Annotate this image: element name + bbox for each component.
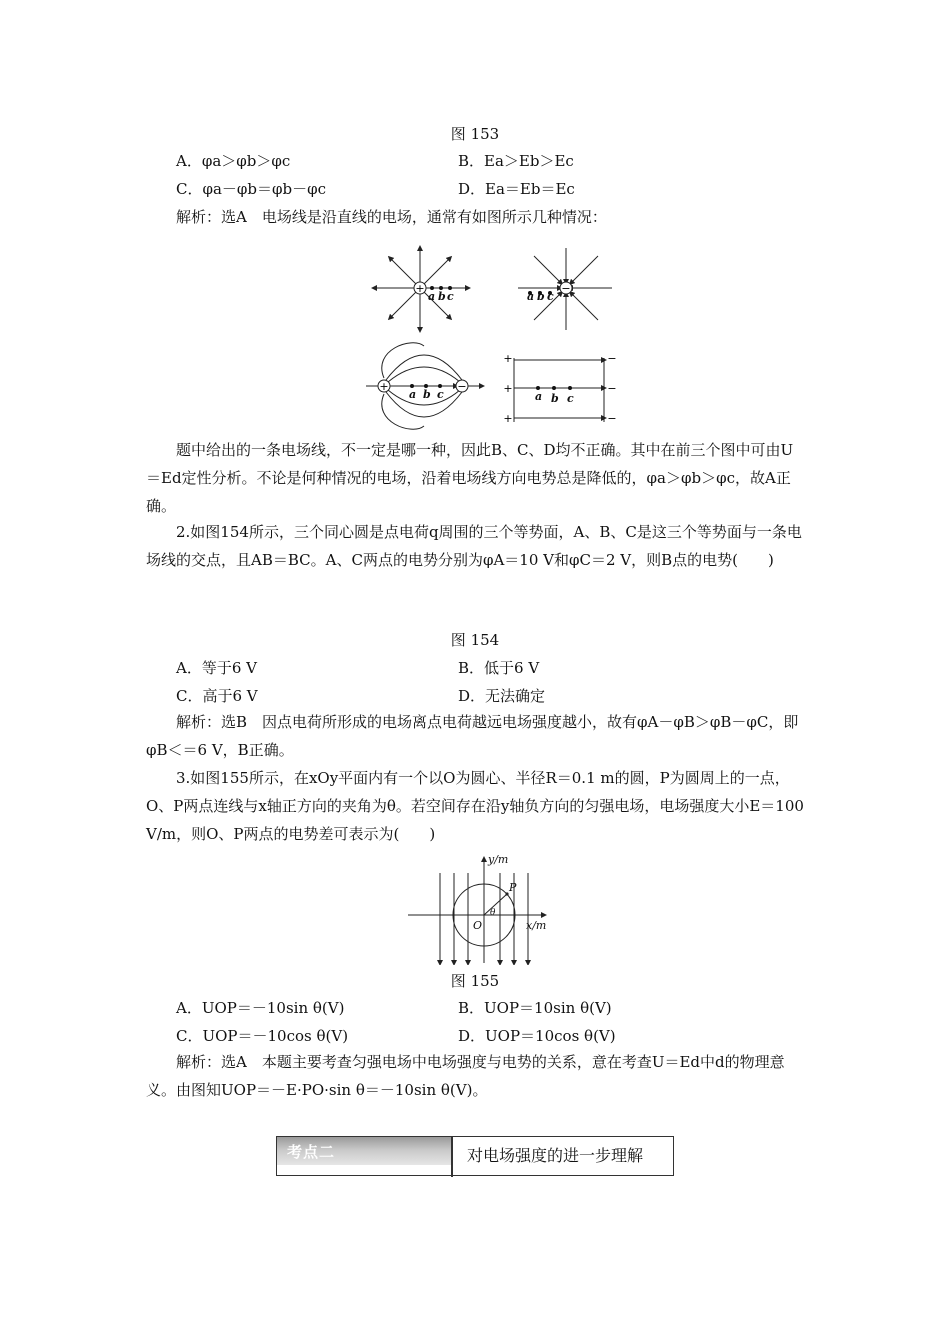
abc-points: [409, 286, 574, 405]
svg-text:+: +: [379, 380, 389, 393]
q1-option-d: D．Ea＝Eb＝Ec: [458, 180, 575, 198]
q2-stem: 2.如图154所示，三个同心圆是点电荷q周围的三个等势面，A、B、C是这三个等势面与一条电场线的交点，且AB＝BC。A、C两点的电势分别为φA＝10 V和φC＝2 V，则B点的电势( ): [146, 523, 802, 569]
svg-text:+: +: [503, 352, 513, 365]
q3-option-c: C．UOP＝－10cos θ(V): [176, 1027, 349, 1045]
fig155-diagram: [404, 853, 564, 965]
svg-text:−: −: [607, 412, 617, 425]
svg-text:c: c: [567, 392, 574, 405]
q3-option-d: D．UOP＝10cos θ(V): [458, 1027, 616, 1045]
section-tag-label: 考点二: [287, 1143, 336, 1161]
q1-option-c: C．φa－φb＝φb－φc: [176, 180, 327, 198]
svg-text:+: +: [503, 382, 513, 395]
fig153-caption: 图 153: [450, 125, 500, 143]
svg-text:b: b: [551, 392, 559, 405]
svg-text:a: a: [409, 388, 417, 401]
origin-label: O: [473, 919, 483, 932]
y-axis-label: y/m: [488, 853, 509, 866]
svg-text:−: −: [607, 382, 617, 395]
section-divider: [451, 1137, 453, 1177]
q3-option-b: B．UOP＝10sin θ(V): [458, 999, 612, 1017]
q2-option-b: B．低于6 V: [458, 659, 540, 677]
svg-text:−: −: [457, 380, 467, 393]
svg-text:c: c: [547, 290, 554, 303]
point-p-label: P: [509, 881, 517, 894]
svg-text:a: a: [535, 390, 543, 403]
svg-text:b: b: [423, 388, 431, 401]
svg-text:c: c: [447, 290, 454, 303]
q2-option-d: D．无法确定: [458, 687, 546, 705]
q1-option-b: B．Ea＞Eb＞Ec: [458, 152, 574, 170]
svg-text:a: a: [527, 290, 535, 303]
q3-analysis: 解析：选A 本题主要考查匀强电场中电场强度与电势的关系，意在考查U＝Ed中d的物理意义。由图知UOP＝－E·PO·sin θ＝－10sin θ(V)。: [146, 1053, 785, 1099]
q3-stem: 3.如图155所示，在xOy平面内有一个以O为圆心、半径R＝0.1 m的圆，P为圆周上的一点，O、P两点连线与x轴正方向的夹角为θ。若空间存在沿y轴负方向的匀强电场，电场强度大小E＝100 V/m，则O、P两点的电势差可表示为( ): [146, 769, 804, 843]
svg-text:c: c: [437, 388, 444, 401]
svg-text:−: −: [607, 352, 617, 365]
q1-analysis-line1: 解析：选A 电场线是沿直线的电场，通常有如图所示几种情况：: [176, 208, 607, 226]
q1-option-a: A．φa＞φb＞φc: [176, 152, 291, 170]
q2-option-a: A．等于6 V: [176, 659, 257, 677]
section-header-box: [276, 1136, 674, 1176]
svg-text:−: −: [561, 282, 571, 295]
section-title: 对电场强度的进一步理解: [467, 1146, 644, 1165]
svg-text:+: +: [415, 282, 425, 295]
q3-option-a: A．UOP＝－10sin θ(V): [176, 999, 345, 1017]
fig155-caption: 图 155: [450, 972, 500, 990]
svg-text:a: a: [428, 290, 436, 303]
q1-analysis-para: 题中给出的一条电场线，不一定是哪一种，因此B、C、D均不正确。其中在前三个图中可由U＝Ed定性分析。不论是何种情况的电场，沿着电场线方向电势总是降低的，φa＞φb＞φc，故A正确。: [146, 441, 794, 515]
svg-text:+: +: [503, 412, 513, 425]
q2-analysis: 解析：选B 因点电荷所形成的电场离点电荷越远电场强度越小，故有φA－φB＞φB－φC，即φB＜＝6 V，B正确。: [146, 713, 799, 759]
uniform-field-plates: [514, 358, 604, 422]
theta-label: θ: [490, 908, 496, 918]
svg-text:b: b: [438, 290, 446, 303]
field-lines-diagram: [0, 0, 950, 440]
x-axis-label: x/m: [526, 919, 547, 932]
svg-text:b: b: [537, 290, 545, 303]
section-tag: [277, 1137, 451, 1165]
q2-option-c: C．高于6 V: [176, 687, 258, 705]
fig154-caption: 图 154: [450, 631, 500, 649]
